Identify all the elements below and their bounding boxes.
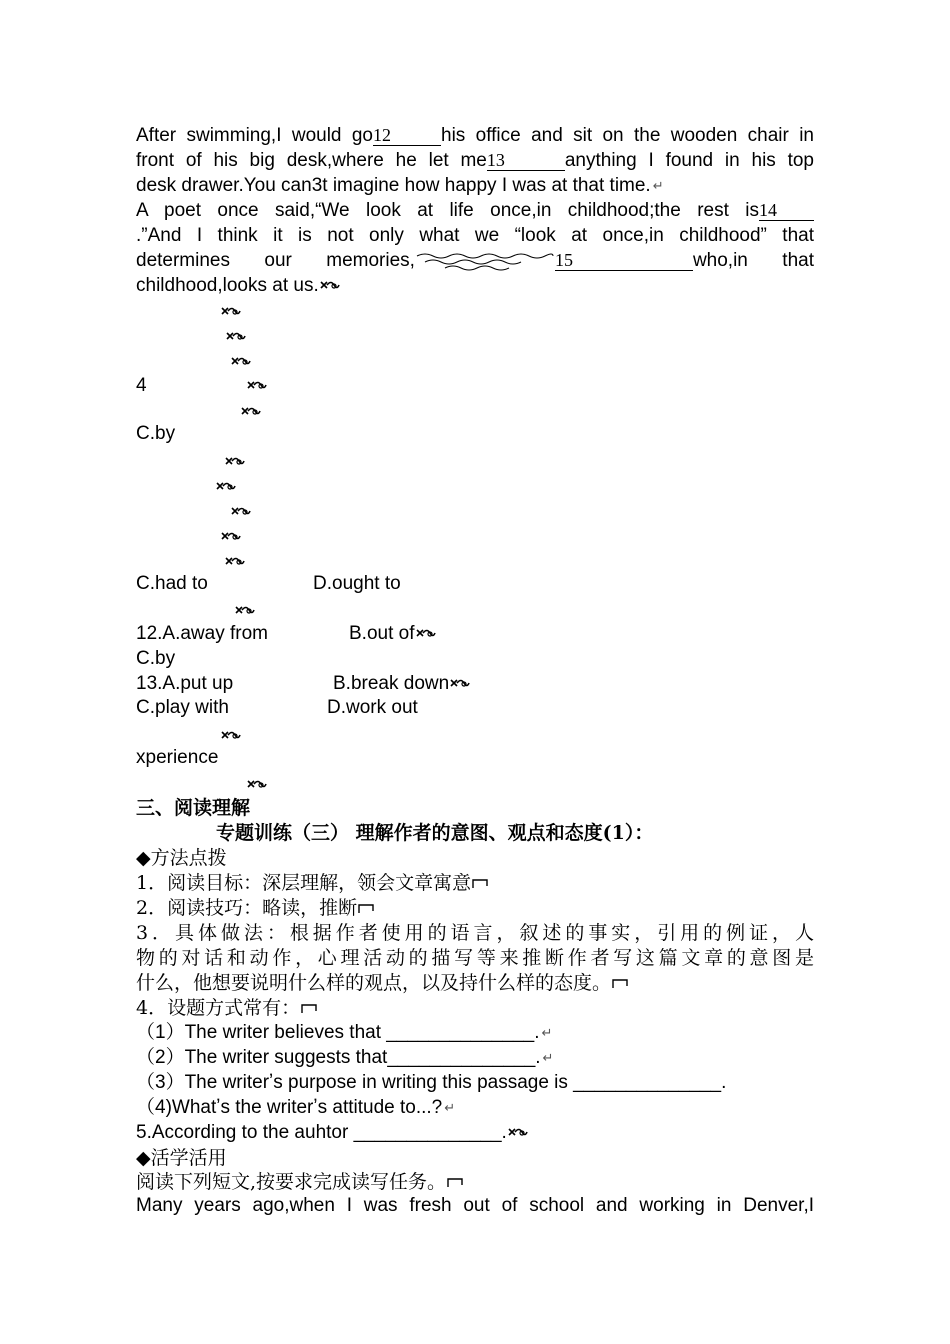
squiggle-mark-icon xyxy=(220,529,242,545)
option-13-d: D.work out xyxy=(327,697,418,718)
squiggle-mark-icon xyxy=(246,777,268,793)
method-item-4: 4．设题方式常有： xyxy=(136,996,814,1020)
line-break-icon xyxy=(300,1002,318,1014)
section-heading: 三、阅读理解 xyxy=(136,797,251,819)
squiggle-mark-icon xyxy=(224,454,246,470)
line-break-icon xyxy=(471,877,489,889)
option-c-had-to: C.had to xyxy=(136,573,208,594)
paragraph-2-line-3: determines our memories, 15 who,in that xyxy=(136,250,814,271)
squiggle-mark-icon xyxy=(220,304,242,320)
paragraph-mark-icon: ↵ xyxy=(444,1100,456,1115)
option-12-a: 12.A.away from xyxy=(136,623,268,644)
option-13-c: C.play with xyxy=(136,697,229,718)
question-form-1: （1）The writer believes that ______________. ↵ xyxy=(136,1022,553,1044)
section-subheading: 专题训练（三） 理解作者的意图、观点和态度(1）： xyxy=(216,822,654,844)
paragraph-1-line-3: desk drawer.You can3t imagine how happy I was at that time. ↵ xyxy=(136,175,664,197)
squiggle-mark-icon xyxy=(415,626,437,642)
squiggle-mark-icon xyxy=(449,676,471,692)
option-13-b: B.break down xyxy=(333,672,471,696)
method-item-2: 2．阅读技巧：略读，推断 xyxy=(136,896,814,920)
squiggle-mark-icon xyxy=(246,378,268,394)
wavy-underline-mark xyxy=(415,250,555,272)
blank-14: 14 xyxy=(759,200,814,221)
method-item-1: 1．阅读目标：深层理解，领会文章寓意 xyxy=(136,871,814,895)
squiggle-mark-icon xyxy=(215,479,237,495)
blank-12: 12 xyxy=(373,125,441,146)
squiggle-mark-icon xyxy=(234,603,256,619)
squiggle-mark-icon xyxy=(224,554,246,570)
question-13-row xyxy=(136,672,814,696)
squiggle-mark-icon xyxy=(319,278,341,294)
paragraph-2-line-1: A poet once said,“We look at life once,in childhood;the rest is14 xyxy=(136,199,814,223)
squiggle-mark-icon xyxy=(220,728,242,744)
squiggle-mark-icon xyxy=(230,354,252,370)
question-form-2: （2）The writer suggests that______________. ↵ xyxy=(136,1047,554,1069)
squiggle-mark-icon xyxy=(225,329,247,345)
question-form-4: （4)Whatʼs the writerʼs attitude to...? ↵ xyxy=(136,1097,456,1119)
question-13-row-2 xyxy=(136,696,814,720)
option-number-4: 4 xyxy=(136,375,147,396)
question-form-3: （3）The writerʼs purpose in writing this passage is ______________. xyxy=(136,1072,727,1093)
question-12-row xyxy=(136,622,814,646)
method-item-3-line-1: 3．具体做法：根据作者使用的语言，叙述的事实，引用的例证，人 xyxy=(136,922,814,944)
squiggle-mark-icon xyxy=(507,1125,529,1141)
line-break-icon xyxy=(357,902,375,914)
option-c-by: C.by xyxy=(136,423,176,444)
question-form-5: 5.According to the auhtor ______________. xyxy=(136,1121,814,1145)
option-12-c: C.by xyxy=(136,648,176,669)
blank-15: 15 xyxy=(555,250,693,271)
paragraph-2-line-4: childhood,looks at us. xyxy=(136,274,814,298)
option-13-a: 13.A.put up xyxy=(136,673,234,694)
squiggle-mark-icon xyxy=(240,404,262,420)
squiggle-mark-icon xyxy=(230,504,252,520)
options-row-had-to xyxy=(136,572,814,596)
method-title: ◆方法点拨 xyxy=(136,847,227,869)
line-break-icon xyxy=(446,1176,464,1188)
option-xperience: xperience xyxy=(136,747,219,768)
paragraph-1-line-1: After swimming,I would go12 his office and sit on the wooden chair in xyxy=(136,125,814,146)
line-break-icon xyxy=(611,977,629,989)
blank-13: 13 xyxy=(487,150,565,171)
method-item-3-line-2: 物的对话和动作，心理活动的描写等来推断作者写这篇文章的意图是 xyxy=(136,947,814,969)
paragraph-2-line-2: .”And I think it is not only what we “look at once,in childhood” that xyxy=(136,225,814,246)
option-d-ought-to: D.ought to xyxy=(313,573,401,594)
option-12-b: B.out of xyxy=(349,622,437,646)
passage-first-line: Many years ago,when I was fresh out of school and working in Denver,I xyxy=(136,1195,814,1216)
paragraph-1-line-2: front of his big desk,where he let me13 anything I found in his top xyxy=(136,150,814,171)
practice-title: ◆活学活用 xyxy=(136,1147,227,1169)
paragraph-mark-icon: ↵ xyxy=(652,178,664,193)
practice-instruction: 阅读下列短文,按要求完成读写任务。 xyxy=(136,1170,814,1194)
paragraph-mark-icon: ↵ xyxy=(542,1050,554,1065)
paragraph-mark-icon: ↵ xyxy=(541,1025,553,1040)
method-item-3-line-3: 什么，他想要说明什么样的观点，以及持什么样的态度。 xyxy=(136,971,814,995)
